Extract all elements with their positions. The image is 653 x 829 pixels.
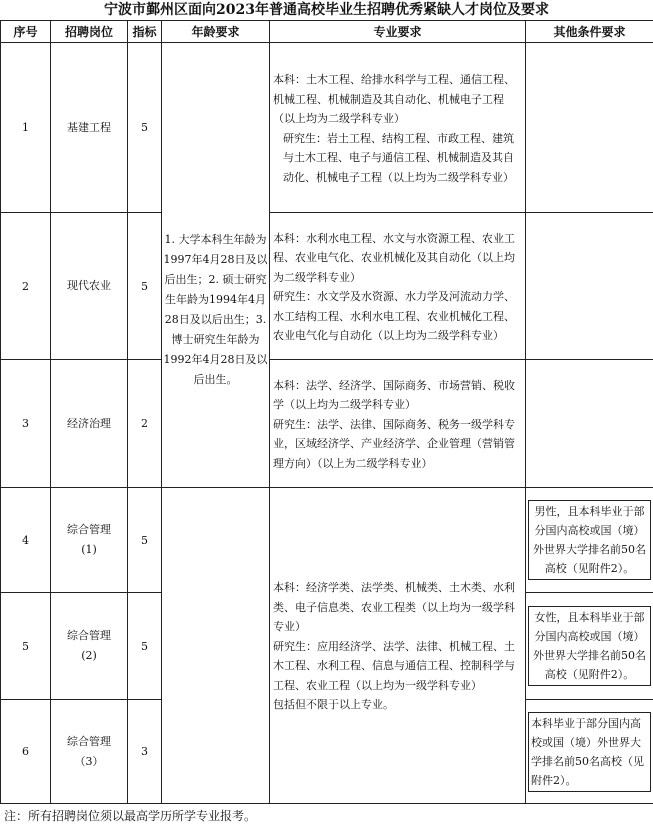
age-requirement [162,43,270,488]
major-grad: 研究生：法学、法律、国际商务、税务一级学科专业，区域经济学、产业经济学、企业管理（营销管理方向）（以上为二级学科专业） [273,417,515,470]
major-grad: 研究生：水文学及水资源、水力学及河流动力学、水工结构工程、水利水电工程、农业机械化工程、农业电气化与自动化（以上均为二级学科专业） [273,290,515,342]
age-requirement-text: 1. 大学本科生年龄为1997年4月28日及以后出生；2. 硕士研究生年龄为1994年4月28日及以后出生；3. 博士研究生年龄为1992年4月28日及以后出生。 [163,233,268,386]
row-seq: 5 [1,593,51,700]
other-requirement: 本科毕业于部分国内高校或国（境）外世界大学排名前50名高校（见附件2）。 [528,712,651,792]
row-position: 经济治理 [51,360,128,488]
position-name: 综合管理 [67,629,111,642]
header-major: 专业要求 [270,21,526,43]
major-note: 包括但不限于以上专业。 [273,698,394,712]
row-other [526,488,653,593]
row-quota: 5 [128,43,162,213]
major-undergrad: 本科：水利水电工程、水文与水资源工程、农业工程、农业电气化、农业机械化及其自动化（以上均为二级学科专业） [273,231,515,284]
row-other [526,700,653,804]
position-sub: (1) [81,543,97,556]
row-position [51,593,128,700]
row-other [526,213,653,360]
row-other [526,360,653,488]
other-requirement: 男性，且本科毕业于部分国内高校或国（境）外世界大学排名前50名高校（见附件2）。 [528,500,651,580]
row-major [270,213,526,360]
row-seq: 3 [1,360,51,488]
major-undergrad: 本科：经济学类、法学类、机械类、土木类、水利类、电子信息类、农业工程类（以上均为一级学科专业） [273,581,515,634]
row-position: 现代农业 [51,213,128,360]
row-position [51,488,128,593]
position-sub: （3） [74,754,104,768]
row-major [270,360,526,488]
header-seq: 序号 [1,21,51,43]
major-undergrad: 本科：土木工程、给排水科学与工程、通信工程、 机械工程、机械制造及其自动化、机械电子工程（以上均为二级学科专业） [273,73,515,125]
row-quota: 5 [128,213,162,360]
row-quota: 3 [128,700,162,804]
major-undergrad: 本科：法学、经济学、国际商务、市场营销、税收学（以上均为二级学科专业） [273,378,515,412]
row-quota: 2 [128,360,162,488]
document-title: 宁波市鄞州区面向2023年普通高校毕业生招聘优秀紧缺人才岗位及要求 [104,2,549,18]
header-age: 年龄要求 [162,21,270,43]
footnote: 注：所有招聘岗位须以最高学历所学专业报考。 [4,809,257,823]
table-row [1,213,653,360]
row-quota: 5 [128,488,162,593]
major-grad: 研究生：岩土工程、结构工程、市政工程、建筑与土木工程、电子与通信工程、机械制造及其自动化、机械电子工程（以上均为二级学科专业） [283,131,514,184]
table-row [1,43,653,213]
row-position [51,700,128,804]
row-seq: 2 [1,213,51,360]
header-other: 其他条件要求 [526,21,653,43]
position-name: 综合管理 [67,734,111,748]
row-position: 基建工程 [51,43,128,213]
table-row [1,360,653,488]
row-seq: 4 [1,488,51,593]
row-quota: 5 [128,593,162,700]
position-sub: (2) [81,649,97,662]
table-row [1,488,653,593]
row-seq: 6 [1,700,51,804]
shared-major [270,488,526,804]
header-position: 招聘岗位 [51,21,128,43]
row-seq: 1 [1,43,51,213]
major-grad: 研究生：应用经济学、法学、法律、机械工程、土木工程、水利工程、信息与通信工程、控制科学与工程、农业工程（以上均为一级学科专业） [273,639,515,692]
row-other [526,43,653,213]
age-continuation [162,488,270,804]
positions-table [0,20,653,804]
table-header-row [1,21,653,43]
other-requirement: 女性，且本科毕业于部分国内高校或国（境）外世界大学排名前50名高校（见附件2）。 [528,606,651,686]
row-other [526,593,653,700]
row-major [270,43,526,213]
position-name: 综合管理 [67,523,111,536]
header-quota: 指标 [128,21,162,43]
